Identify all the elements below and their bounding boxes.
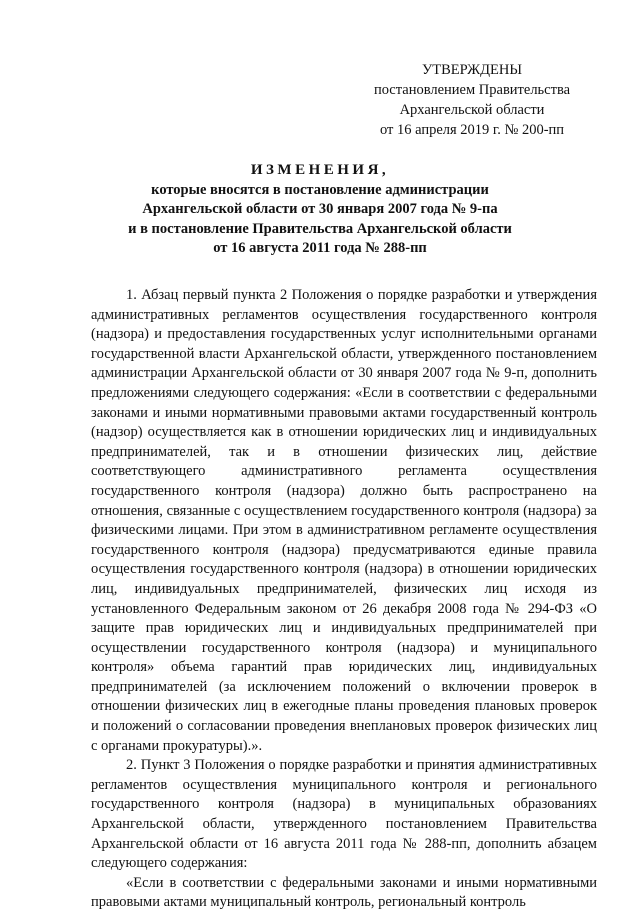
approval-stamp bbox=[372, 60, 572, 140]
paragraph: «Если в соответствии с федеральными законами и иными нормативными правовыми актами муниципальный контроль, региональный контроль bbox=[91, 874, 597, 911]
approval-line: Архангельской области bbox=[399, 102, 545, 118]
approval-line: постановлением Правительства bbox=[373, 82, 571, 98]
title-line: и в постановление Правительства Архангельской области bbox=[128, 220, 512, 237]
approval-line: УТВЕРЖДЕНЫ bbox=[421, 62, 523, 78]
document-body bbox=[91, 286, 597, 913]
title-line: которые вносятся в постановление администрации bbox=[151, 181, 489, 198]
title-line: Архангельской области от 30 января 2007 года № 9-па bbox=[142, 201, 498, 217]
paragraph: 1. Абзац первый пункта 2 Положения о порядке разработки и утверждения административных регламентов осуществления государственного контроля (надзора) и предоставления государственных услуг исполнительными органами государственной власти Архангельской области, утвержденного постановлением администрации Архангельской области от 30 января 2007 года № 9-п, дополнить предложениями следующего содержания: «Если в соответствии с федеральными законами и иными нормативными правовыми актами государственный контроль (надзор) осуществляется как в отношении юридических лиц и индивидуальных предпринимателей, так и в отношении физических лиц, действие соответствующего административного регламента осуществления государственного контроля (надзора) должно быть распространено на отношения, связанные с осуществлением государственного контроля (надзора) за физическими лицами. При этом в административном регламенте осуществления государственного контроля (надзора) предусматриваются единые правила осуществления государственного контроля (надзора) в отношении юридических лиц, индивидуальных предпринимателей, физических лиц исходя из установленного Федеральным законом от 26 декабря 2008 года № 294-ФЗ «О защите прав юридических лиц и индивидуальных предпринимателей при осуществлении государственного контроля (надзора) и муниципального контроля» объема гарантий прав юридических лиц, индивидуальных предпринимателей (за исключением положений о включении проверок в отношении физических лиц в ежегодные планы проведения плановых проверок и положений о согласовании проведения внеплановых проверок физических лиц с органами прокуратуры).». bbox=[91, 287, 597, 754]
title-heading: ИЗМЕНЕНИЯ, bbox=[250, 162, 390, 178]
paragraph: 2. Пункт 3 Положения о порядке разработки и принятия административных регламентов осуществления муниципального контроля и регионального государственного контроля (надзора) в муниципальных образованиях Архангельской области, утвержденного постановлением Правительства Архангельской области от 16 августа 2011 года № 288-пп, дополнить абзацем следующего содержания: bbox=[91, 757, 597, 872]
title-line: от 16 августа 2011 года № 288-пп bbox=[213, 240, 427, 256]
document-title bbox=[100, 161, 540, 259]
approval-line: от 16 апреля 2019 г. № 200-пп bbox=[379, 122, 565, 138]
